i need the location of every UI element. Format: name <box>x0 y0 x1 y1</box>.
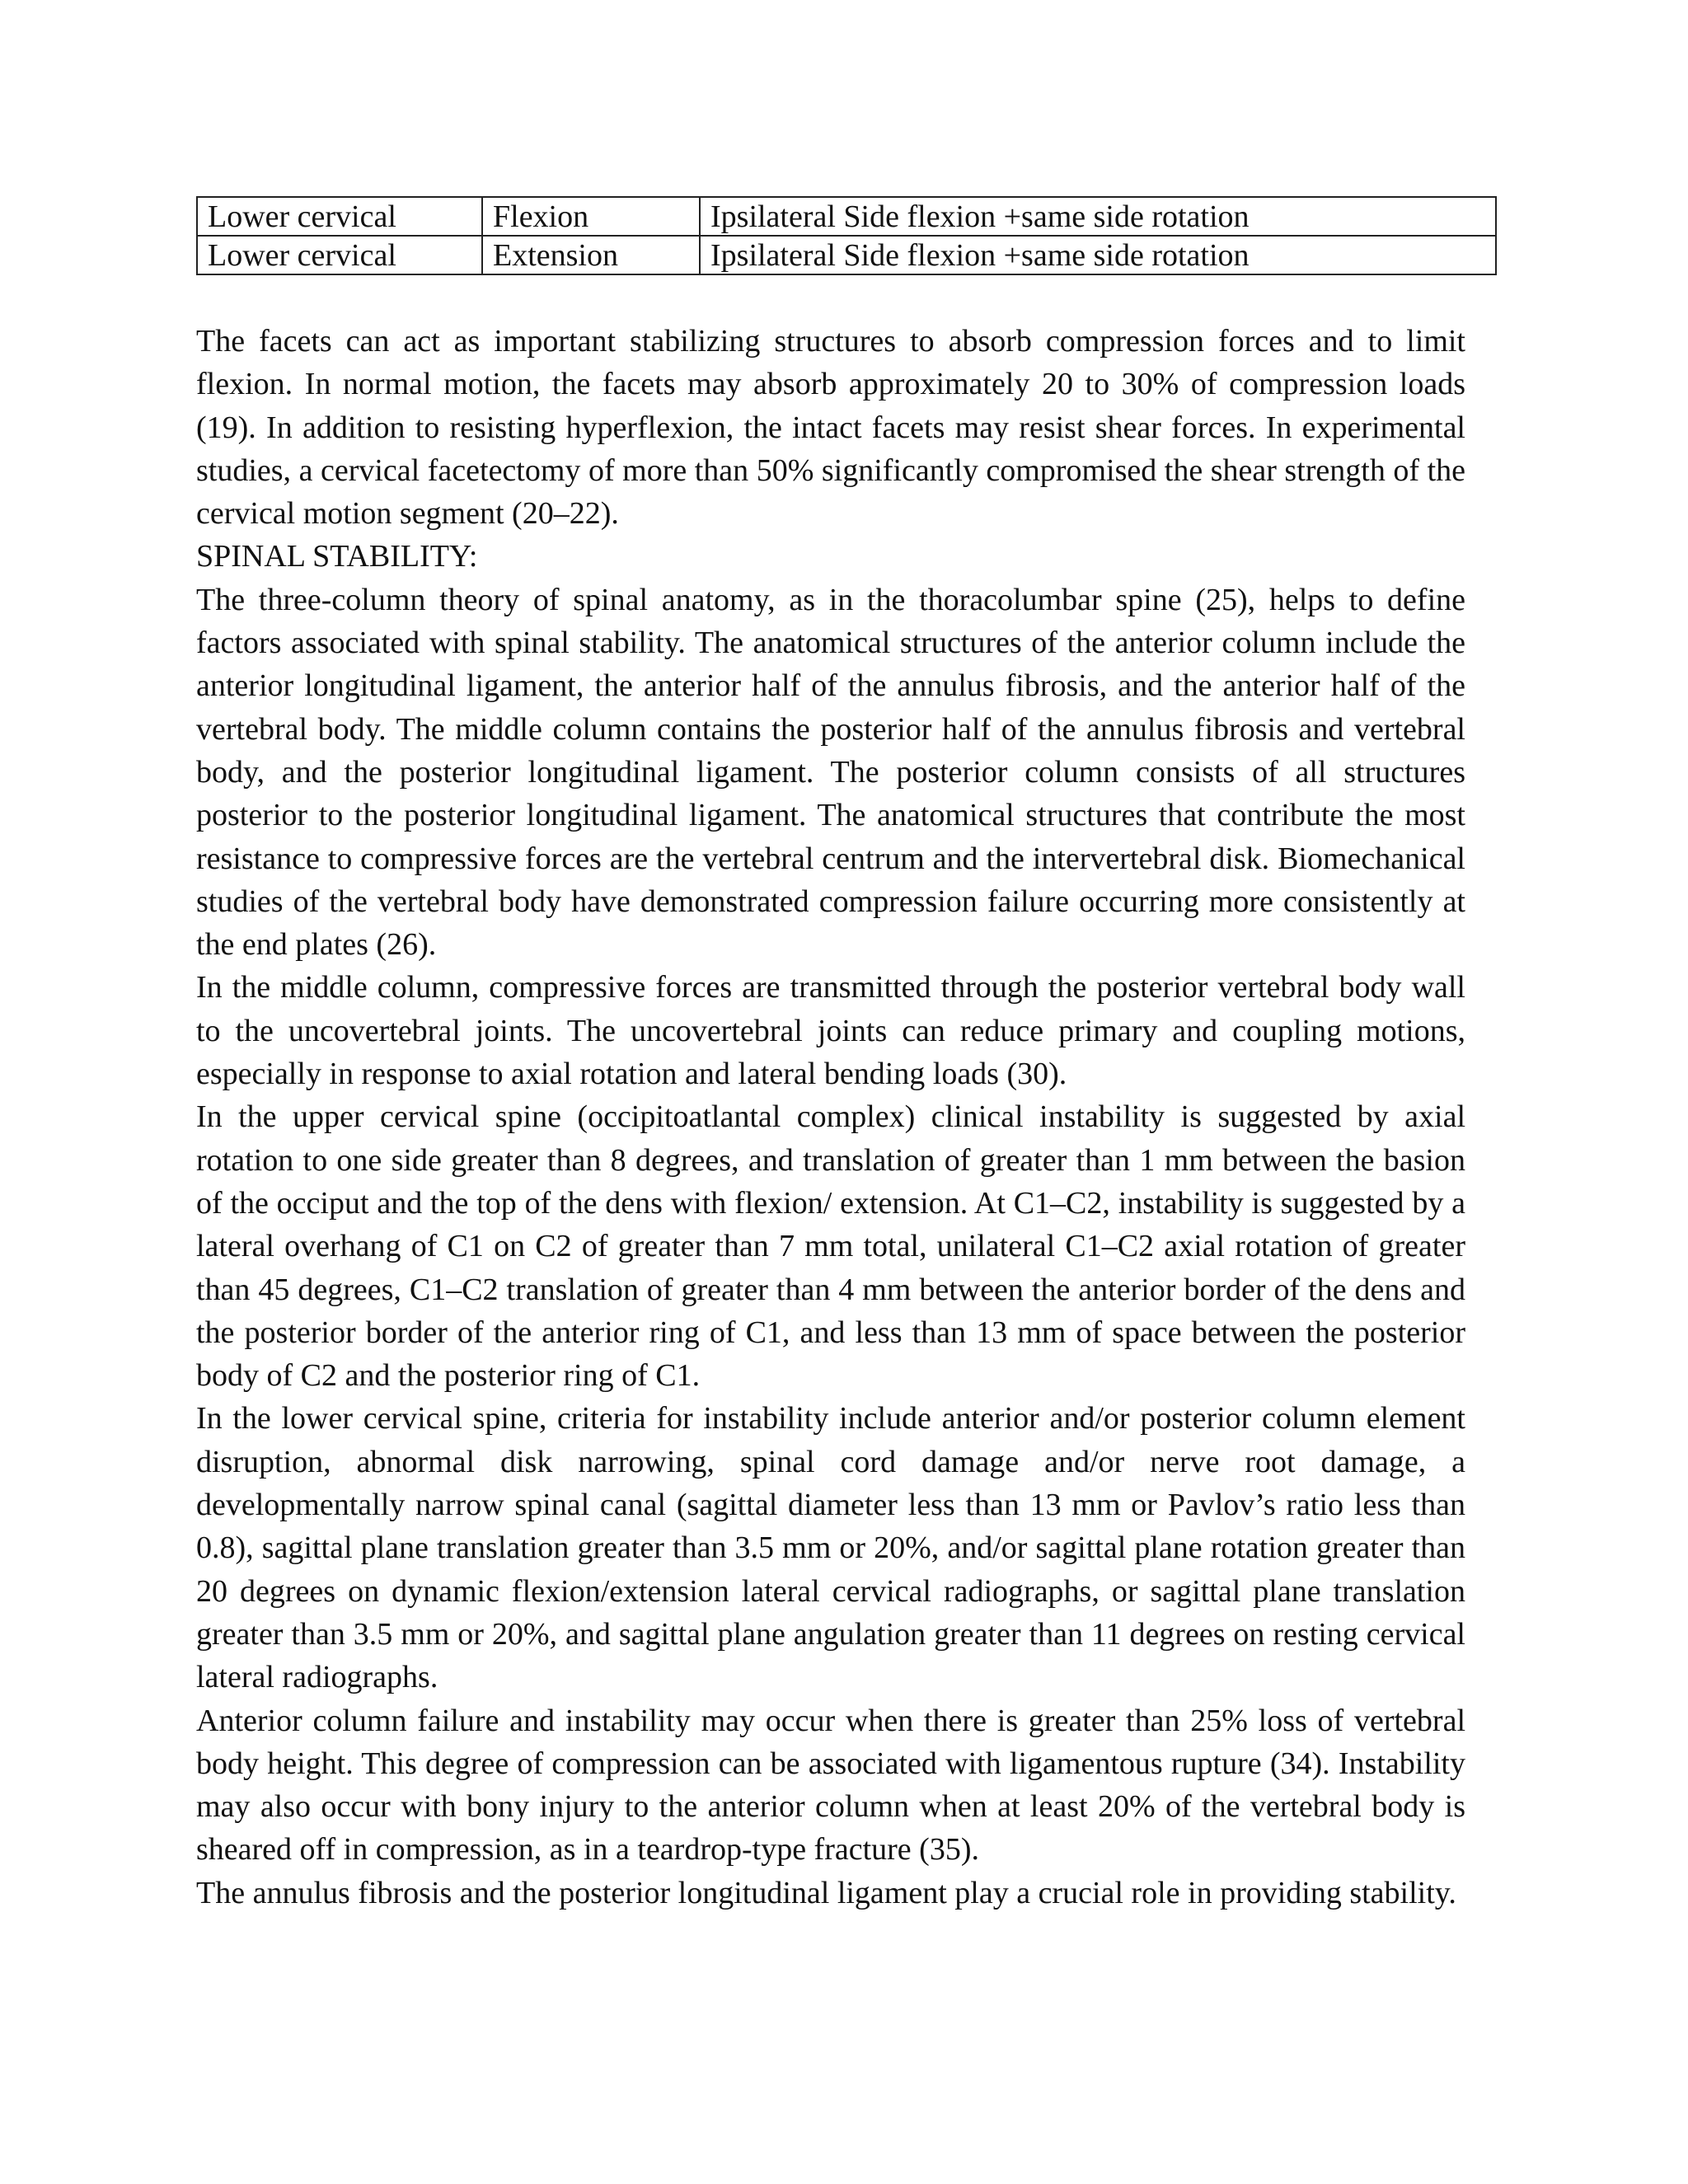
coupled-motion-table <box>196 196 1497 275</box>
section-heading: SPINAL STABILITY: <box>196 539 478 574</box>
table-cell-coupling: Ipsilateral Side flexion +same side rotation <box>700 236 1496 274</box>
paragraph-anterior-column: Anterior column failure and instability may occur when there is greater than 25% loss of vertebral body height. This degree of compression can be associated with ligamentous rupture (34). Instability may also occur with bony injury to the anterior column when at least 20% of the vertebral body is sheared off in compression, as in a teardrop-type fracture (35). <box>196 1703 1465 1868</box>
table-cell-coupling: Ipsilateral Side flexion +same side rotation <box>700 197 1496 236</box>
table-row <box>197 236 1496 274</box>
body-text <box>196 320 1465 1915</box>
table-cell-motion: Extension <box>482 236 700 274</box>
table-cell-region: Lower cervical <box>197 236 482 274</box>
document-page <box>196 196 1497 1915</box>
table-cell-region: Lower cervical <box>197 197 482 236</box>
table-cell-motion: Flexion <box>482 197 700 236</box>
table-row <box>197 197 1496 236</box>
paragraph-three-column-theory: The three-column theory of spinal anatomy, as in the thoracolumbar spine (25), helps to define factors associated with spinal stability. The anatomical structures of the anterior column include the anterior longitudinal ligament, the anterior half of the annulus fibrosis, and the anterior half of the vertebral body. The middle column contains the posterior half of the annulus fibrosis and vertebral body, and the posterior longitudinal ligament. The posterior column consists of all structures posterior to the posterior longitudinal ligament. The anatomical structures that contribute the most resistance to compressive forces are the vertebral centrum and the intervertebral disk. Biomechanical studies of the vertebral body have demonstrated compression failure occurring more consistently at the end plates (26). <box>196 582 1465 963</box>
paragraph-annulus: The annulus fibrosis and the posterior longitudinal ligament play a crucial role in providing stability. <box>196 1875 1456 1910</box>
paragraph-facets: The facets can act as important stabilizing structures to absorb compression forces and to limit flexion. In normal motion, the facets may absorb approximately 20 to 30% of compression loads (19). In addition to resisting hyperflexion, the intact facets may resist shear forces. In experimental studies, a cervical facetectomy of more than 50% significantly compromised the shear strength of the cervical motion segment (20–22). <box>196 324 1465 532</box>
paragraph-upper-cervical: In the upper cervical spine (occipitoatlantal complex) clinical instability is suggested by axial rotation to one side greater than 8 degrees, and translation of greater than 1 mm between the basion of the occiput and the top of the dens with flexion/ extension. At C1–C2, instability is suggested by a lateral overhang of C1 on C2 of greater than 7 mm total, unilateral C1–C2 axial rotation of greater than 45 degrees, C1–C2 translation of greater than 4 mm between the anterior border of the dens and the posterior border of the anterior ring of C1, and less than 13 mm of space between the posterior body of C2 and the posterior ring of C1. <box>196 1099 1465 1394</box>
paragraph-lower-cervical: In the lower cervical spine, criteria for instability include anterior and/or posterior column element disruption, abnormal disk narrowing, spinal cord damage and/or nerve root damage, a developmentally narrow spinal canal (sagittal diameter less than 13 mm or Pavlov’s ratio less than 0.8), sagittal plane translation greater than 3.5 mm or 20%, and/or sagittal plane rotation greater than 20 degrees on dynamic flexion/extension lateral cervical radiographs, or sagittal plane translation greater than 3.5 mm or 20%, and sagittal plane angulation greater than 11 degrees on resting cervical lateral radiographs. <box>196 1401 1465 1695</box>
paragraph-middle-column: In the middle column, compressive forces are transmitted through the posterior vertebral body wall to the uncovertebral joints. The uncovertebral joints can reduce primary and coupling motions, especially in response to axial rotation and lateral bending loads (30). <box>196 970 1465 1092</box>
